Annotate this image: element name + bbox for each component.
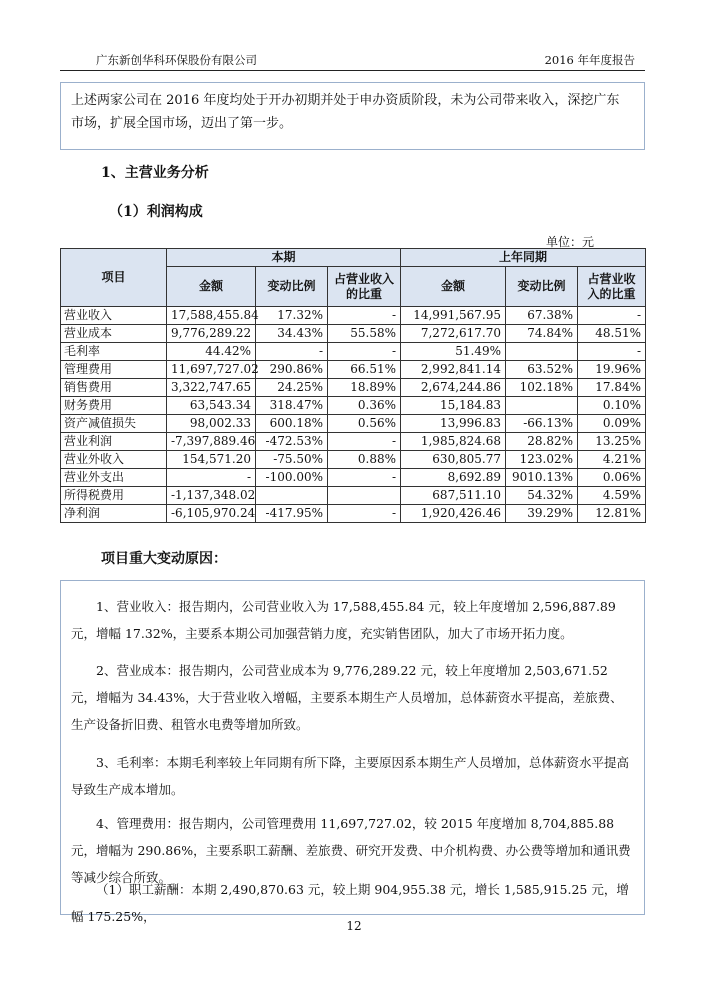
prior-amount: 51.49% (401, 343, 506, 361)
col-share-header: 占营业收入的比重 (328, 267, 401, 307)
row-item: 营业外收入 (61, 451, 167, 469)
prior-share: 13.25% (578, 433, 646, 451)
prior-amount: 1,920,426.46 (401, 505, 506, 523)
table-row (61, 343, 646, 361)
row-item: 财务费用 (61, 397, 167, 415)
cur-share: - (328, 505, 401, 523)
prior-share: - (578, 307, 646, 325)
cur-amount: 11,697,727.02 (167, 361, 256, 379)
cur-change: 290.86% (256, 361, 328, 379)
cur-amount: 17,588,455.84 (167, 307, 256, 325)
prior-amount: 15,184.83 (401, 397, 506, 415)
table-row (61, 451, 646, 469)
cur-share: - (328, 307, 401, 325)
prior-amount: 1,985,824.68 (401, 433, 506, 451)
prior-share: 0.09% (578, 415, 646, 433)
col-share-header: 占营业收入的比重 (578, 267, 646, 307)
cur-change: 34.43% (256, 325, 328, 343)
cur-share: 0.88% (328, 451, 401, 469)
paragraph-cost: 2、营业成本：报告期内，公司营业成本为 9,776,289.22 元，较上年度增加 2,503,671.52 元，增幅为 34.43%，大于营业收入增幅，主要系本期生产人员增加，总体薪资水平提高，差旅费、生产设备折旧费、租管水电费等增加所致。 (71, 663, 623, 732)
cur-amount: 9,776,289.22 (167, 325, 256, 343)
prior-change: 39.29% (506, 505, 578, 523)
intro-box (60, 82, 645, 150)
cur-share: 0.36% (328, 397, 401, 415)
cur-change: - (256, 343, 328, 361)
row-item: 营业收入 (61, 307, 167, 325)
prior-amount: 8,692.89 (401, 469, 506, 487)
row-item: 资产减值损失 (61, 415, 167, 433)
cur-share (328, 487, 401, 505)
table-row (61, 379, 646, 397)
profit-table (60, 248, 646, 523)
row-item: 营业成本 (61, 325, 167, 343)
cur-share: - (328, 343, 401, 361)
cur-amount: -6,105,970.24 (167, 505, 256, 523)
cur-amount: -1,137,348.02 (167, 487, 256, 505)
cur-change: 600.18% (256, 415, 328, 433)
cur-amount: - (167, 469, 256, 487)
prior-change (506, 343, 578, 361)
page-header (60, 52, 645, 71)
row-item: 净利润 (61, 505, 167, 523)
table-row (61, 487, 646, 505)
prior-change: -66.13% (506, 415, 578, 433)
prior-change: 123.02% (506, 451, 578, 469)
prior-amount: 14,991,567.95 (401, 307, 506, 325)
col-amount-header: 金额 (167, 267, 256, 307)
unit-label: 单位：元 (545, 235, 594, 249)
cur-change: -100.00% (256, 469, 328, 487)
prior-share: 4.21% (578, 451, 646, 469)
col-change-header: 变动比例 (256, 267, 328, 307)
cur-change: -75.50% (256, 451, 328, 469)
intro-text: 上述两家公司在 2016 年度均处于开办初期并处于申办资质阶段，未为公司带来收入，深挖广东市场，扩展全国市场，迈出了第一步。 (71, 93, 620, 131)
paragraph-salary: （1）职工薪酬：本期 2,490,870.63 元，较上期 904,955.38 元，增长 1,585,915.25 元，增幅 175.25%， (71, 882, 629, 924)
prior-change: 54.32% (506, 487, 578, 505)
paragraph-revenue: 1、营业收入：报告期内，公司营业收入为 17,588,455.84 元，较上年度增加 2,596,887.89 元，增幅 17.32%，主要系本期公司加强营销力度，充实销售团队，加大了市场开拓力度。 (71, 599, 616, 641)
changes-box (60, 580, 645, 924)
prior-change: 28.82% (506, 433, 578, 451)
prior-amount: 687,511.10 (401, 487, 506, 505)
table-row (61, 415, 646, 433)
cur-amount: 3,322,747.65 (167, 379, 256, 397)
row-item: 营业利润 (61, 433, 167, 451)
page-number: 12 (346, 919, 362, 933)
prior-share: 4.59% (578, 487, 646, 505)
table-row (61, 361, 646, 379)
prior-amount: 7,272,617.70 (401, 325, 506, 343)
paragraph-gross-margin: 3、毛利率：本期毛利率较上年同期有所下降，主要原因系本期生产人员增加，总体薪资水平提高导致生产成本增加。 (71, 755, 629, 797)
row-item: 毛利率 (61, 343, 167, 361)
col-amount-header: 金额 (401, 267, 506, 307)
paragraph-admin-expense: 4、管理费用：报告期内，公司管理费用 11,697,727.02，较 2015 年度增加 8,704,885.88 元，增幅为 290.86%，主要系职工薪酬、差旅费、研究开发费、中介机构费、办公费等增加和通讯费等减少综合所致。 (71, 816, 631, 885)
prior-share: 17.84% (578, 379, 646, 397)
cur-share: 0.56% (328, 415, 401, 433)
cur-change: 24.25% (256, 379, 328, 397)
prior-share: 19.96% (578, 361, 646, 379)
cur-change: -472.53% (256, 433, 328, 451)
cur-amount: 63,543.34 (167, 397, 256, 415)
cur-change (256, 487, 328, 505)
prior-share: 48.51% (578, 325, 646, 343)
row-item: 所得税费用 (61, 487, 167, 505)
report-title: 2016 年年度报告 (544, 53, 635, 67)
prior-amount: 2,674,244.86 (401, 379, 506, 397)
table-row (61, 505, 646, 523)
table-row (61, 307, 646, 325)
cur-share: 55.58% (328, 325, 401, 343)
cur-change: 17.32% (256, 307, 328, 325)
prior-change: 74.84% (506, 325, 578, 343)
cur-share: - (328, 433, 401, 451)
cur-amount: 44.42% (167, 343, 256, 361)
cur-change: -417.95% (256, 505, 328, 523)
table-row (61, 469, 646, 487)
prior-amount: 630,805.77 (401, 451, 506, 469)
prior-share: 0.06% (578, 469, 646, 487)
table-row (61, 397, 646, 415)
cur-amount: -7,397,889.46 (167, 433, 256, 451)
col-item-header: 项目 (61, 249, 167, 307)
prior-change: 102.18% (506, 379, 578, 397)
prior-share: 0.10% (578, 397, 646, 415)
prior-share: 12.81% (578, 505, 646, 523)
row-item: 营业外支出 (61, 469, 167, 487)
prior-change (506, 397, 578, 415)
prior-change: 67.38% (506, 307, 578, 325)
cur-share: 66.51% (328, 361, 401, 379)
col-change-header: 变动比例 (506, 267, 578, 307)
changes-title: 项目重大变动原因： (101, 551, 227, 567)
table-row (61, 325, 646, 343)
cur-share: 18.89% (328, 379, 401, 397)
cur-amount: 98,002.33 (167, 415, 256, 433)
section-title: 1、主营业务分析 (101, 165, 209, 181)
row-item: 销售费用 (61, 379, 167, 397)
group-prior-header: 上年同期 (401, 249, 646, 267)
prior-amount: 13,996.83 (401, 415, 506, 433)
cur-change: 318.47% (256, 397, 328, 415)
table-row (61, 433, 646, 451)
cur-amount: 154,571.20 (167, 451, 256, 469)
cur-share: - (328, 469, 401, 487)
prior-change: 63.52% (506, 361, 578, 379)
company-name: 广东新创华科环保股份有限公司 (96, 53, 257, 67)
row-item: 管理费用 (61, 361, 167, 379)
subsection-title: （1）利润构成 (109, 204, 203, 220)
group-current-header: 本期 (167, 249, 401, 267)
prior-share: - (578, 343, 646, 361)
prior-amount: 2,992,841.14 (401, 361, 506, 379)
prior-change: 9010.13% (506, 469, 578, 487)
